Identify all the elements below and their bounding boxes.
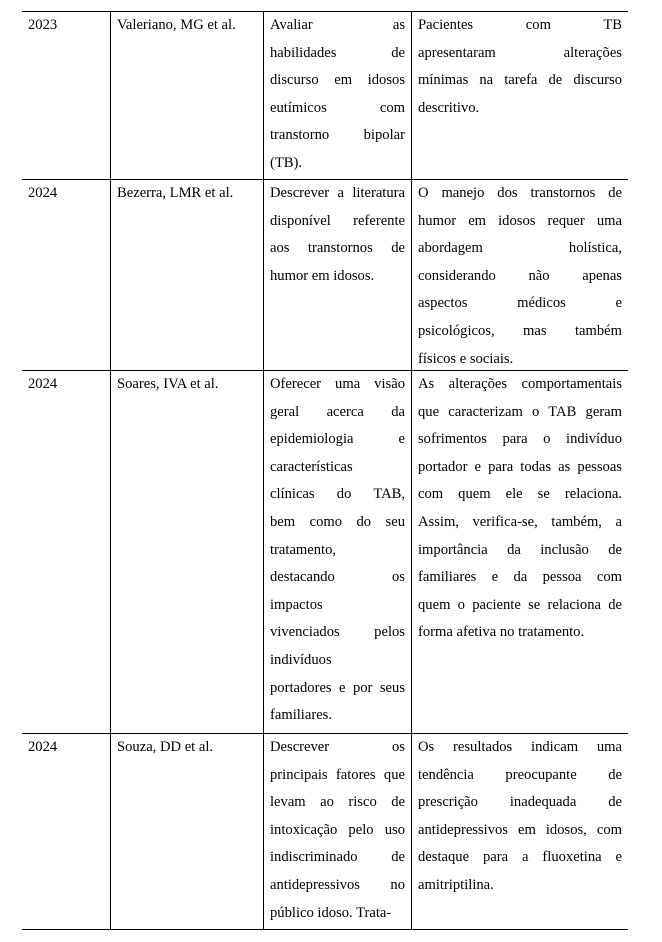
result-line: prescrição inadequada de [418, 794, 622, 811]
result-line: apresentaram alterações [418, 44, 622, 61]
objective-cell [263, 180, 411, 370]
objective-line: (TB). [270, 154, 303, 171]
objective-cell [263, 12, 411, 179]
objective-line: vivenciados pelos [270, 624, 405, 641]
year-text: 2024 [28, 185, 58, 201]
author-text: Souza, DD et al. [117, 739, 214, 755]
author-text: Valeriano, MG et al. [117, 17, 236, 33]
year-text: 2024 [28, 376, 58, 392]
objective-line: destacando os [270, 569, 405, 586]
result-line: tendência preocupante de [418, 766, 622, 783]
result-line: sofrimentos para o indivíduo [418, 431, 622, 448]
objective-line: indiscriminado de [270, 849, 405, 866]
result-line: Os resultados indicam uma [418, 739, 622, 755]
author-text: Soares, IVA et al. [117, 376, 219, 392]
objective-line: familiares. [270, 707, 332, 724]
objective-cell [263, 734, 411, 929]
result-line: destaque para a fluoxetina e [418, 849, 622, 866]
result-cell [411, 12, 628, 179]
author-cell [110, 371, 263, 733]
objective-line: geral acerca da [270, 403, 405, 420]
objective-line: impactos [270, 596, 323, 613]
table-row [22, 733, 628, 930]
objective-line: portadores e por seus [270, 679, 405, 696]
result-line: Pacientes com TB [418, 17, 622, 33]
objective-line: principais fatores que [270, 766, 405, 783]
objective-line: Oferecer uma visão [270, 376, 405, 392]
objective-line: Descrever os [270, 739, 405, 755]
result-cell [411, 371, 628, 733]
author-text: Bezerra, LMR et al. [117, 185, 234, 201]
result-line: As alterações comportamentais [418, 376, 622, 392]
result-line: Assim, verifica-se, também, a [418, 513, 622, 530]
objective-line: habilidades de [270, 44, 405, 61]
objective-line: Descrever a literatura [270, 185, 405, 201]
result-line: antidepressivos em idosos, com [418, 821, 622, 838]
result-line: forma afetiva no tratamento. [418, 624, 585, 641]
objective-line: aos transtornos de [270, 240, 405, 257]
year-text: 2024 [28, 739, 58, 755]
table-row [22, 179, 628, 370]
year-cell [22, 180, 110, 370]
objective-line: tratamento, [270, 541, 337, 558]
author-cell [110, 12, 263, 179]
result-line: psicológicos, mas também [418, 322, 622, 339]
result-line: considerando não apenas [418, 267, 622, 284]
literature-table [22, 11, 628, 930]
objective-line: características [270, 458, 353, 475]
result-cell [411, 180, 628, 370]
table-row [22, 11, 628, 179]
year-cell [22, 371, 110, 733]
objective-line: humor em idosos. [270, 267, 375, 284]
objective-line: discurso em idosos [270, 72, 405, 89]
objective-line: eutímicos com [270, 99, 405, 116]
objective-line: clínicas do TAB, [270, 486, 405, 503]
result-line: físicos e sociais. [418, 350, 514, 367]
result-line: importância da inclusão de [418, 541, 622, 558]
result-cell [411, 734, 628, 929]
objective-cell [263, 371, 411, 733]
year-cell [22, 734, 110, 929]
objective-line: público idoso. Trata- [270, 904, 392, 921]
objective-line: epidemiologia e [270, 431, 405, 448]
objective-line: Avaliar as [270, 17, 405, 33]
year-text: 2023 [28, 17, 58, 33]
result-line: mínimas na tarefa de discurso [418, 72, 622, 89]
author-cell [110, 180, 263, 370]
objective-line: indivíduos [270, 651, 332, 668]
table-row [22, 370, 628, 733]
result-line: aspectos médicos e [418, 295, 622, 312]
objective-line: antidepressivos no [270, 876, 405, 893]
result-line: O manejo dos transtornos de [418, 185, 622, 201]
result-line: descritivo. [418, 99, 480, 116]
objective-line: levam ao risco de [270, 794, 405, 811]
objective-line: intoxicação pelo uso [270, 821, 405, 838]
result-line: humor em idosos requer uma [418, 212, 622, 229]
result-line: amitriptilina. [418, 876, 494, 893]
result-line: portador e para todas as pessoas [418, 458, 622, 475]
result-line: com quem ele se relaciona. [418, 486, 622, 503]
year-cell [22, 12, 110, 179]
objective-line: disponível referente [270, 212, 405, 229]
result-line: que caracterizam o TAB geram [418, 403, 622, 420]
objective-line: transtorno bipolar [270, 127, 405, 144]
result-line: familiares e da pessoa com [418, 569, 622, 586]
objective-line: bem como do seu [270, 513, 405, 530]
result-line: quem o paciente se relaciona de [418, 596, 622, 613]
result-line: abordagem holística, [418, 240, 622, 257]
author-cell [110, 734, 263, 929]
